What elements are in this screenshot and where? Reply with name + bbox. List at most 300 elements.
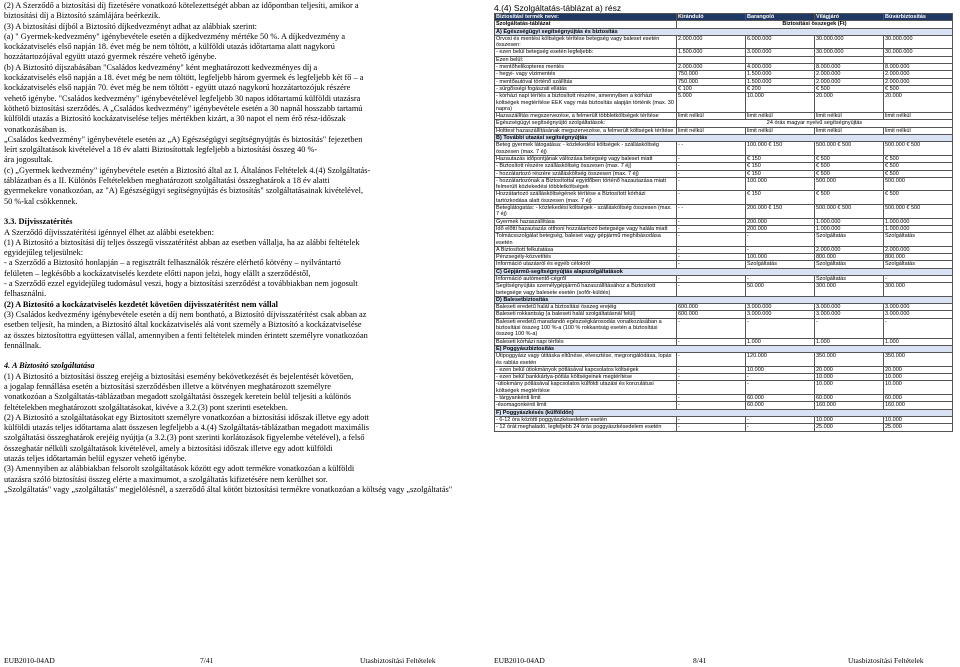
amount-cell: 60.000	[884, 395, 953, 402]
amount-cell: 2.000.000	[815, 71, 884, 78]
amount-cell: -	[815, 318, 884, 338]
amount-cell: -	[746, 374, 815, 381]
row-label: - tárgyankénti limit	[495, 395, 677, 402]
amount-cell: -	[677, 416, 746, 423]
amount-cell	[746, 56, 815, 63]
amount-cell: 5.000	[677, 93, 746, 113]
table-row	[495, 338, 953, 345]
table-row	[495, 205, 953, 219]
amount-cell: 160.000	[815, 402, 884, 409]
section-title: E) Poggyászbiztosítás	[495, 345, 953, 352]
amount-cell: 800.000	[884, 254, 953, 261]
amount-cell: 30.000.000	[815, 35, 884, 49]
amount-cell: 10.000	[884, 381, 953, 395]
amount-cell: limit nélkül	[746, 113, 815, 120]
row-label: - 12 órát meghaladó, legfeljebb 24 órás poggyászkésedelem esetén	[495, 424, 677, 431]
amount-cell: 20.000	[815, 366, 884, 373]
right-footer-title: Utasbiztosítási Feltételek	[848, 656, 924, 665]
table-row	[495, 113, 953, 120]
row-label: -útiokmány pótlásával kapcsolatos külföldi utazási és konzulátusi költségek megtérítése	[495, 381, 677, 395]
amount-cell: 2.000.000	[884, 246, 953, 253]
left-page-text	[4, 1, 480, 495]
table-row	[495, 261, 953, 268]
section-title: A) Egészségügyi segítségnyújtás és biztosítás	[495, 28, 953, 35]
amount-cell: 100.000 € 150	[746, 142, 815, 156]
amount-cell: € 500	[884, 85, 953, 92]
text-line: a jogalap fennállása esetén a biztosítási szerződésben illetve a kötvényen meghatározott személyre	[4, 381, 331, 391]
text-line: - a Szerződő ezzel egyidejűleg tudomásul veszi, hogy a biztosítási szerződést a továbbiakban nem jogosult	[4, 279, 358, 289]
amount-cell: 300.000	[815, 283, 884, 297]
amount-cell: 30.000.000	[884, 35, 953, 49]
row-label: Segítségnyújtás személygépjármű hazaszállításához a Biztosított betegsége vagy balesete esetén (sofőr-küldés)	[495, 283, 677, 297]
amount-cell: 1.500.000	[746, 78, 815, 85]
amount-cell: 30.000.000	[815, 49, 884, 56]
row-label: - sürgősségi fogászati ellátás	[495, 85, 677, 92]
amount-cell: € 100	[677, 85, 746, 92]
text-line: kockázatviselés első napján 70. évet még be nem töltött - együtt utazó nagykorú hozzátartozójuk részére	[4, 83, 351, 93]
row-label: Gyermek hazaszállítása	[495, 218, 677, 225]
service-table-title: 4.(4) Szolgáltatás-táblázat a) rész	[494, 3, 622, 13]
text-line: (3) Amennyiben az alábbiakban felsorolt szolgáltatások között egy adott termékre vonatkozóan a külföldi	[4, 464, 355, 474]
amount-cell: € 500	[815, 155, 884, 162]
text-line: 3.3. Díjvisszatérítés	[4, 217, 73, 227]
column-header: Biztosítási termék neve:	[495, 14, 677, 21]
amount-cell: 200.000 € 150	[746, 205, 815, 219]
row-label: - hozzátartozónak a Biztosítottal egyidőben történő hazautazása miatt felmerült közlekedési többletköltségek	[495, 177, 677, 191]
table-row	[495, 424, 953, 431]
amount-cell	[815, 56, 884, 63]
amount-cell: 500.000 € 500	[815, 205, 884, 219]
amount-cell: € 500	[815, 85, 884, 92]
amount-cell: € 200	[746, 85, 815, 92]
amount-cell: -	[677, 261, 746, 268]
amount-cell: -	[677, 177, 746, 191]
amount-cell: 1.000	[884, 338, 953, 345]
amount-cell: 4.000.000	[746, 64, 815, 71]
amount-cell: 20.000	[884, 366, 953, 373]
text-line: (3) A biztosítási díjból a Biztosító díjkedvezményt adhat az alábbiak szerint:	[4, 21, 257, 31]
amount-cell: 3.000.000	[884, 304, 953, 311]
amount-cell	[884, 56, 953, 63]
amount-cell: 3.000.000	[884, 311, 953, 318]
text-line: hozzátartozójával együtt utazó gyermek részére vehető igénybe.	[4, 52, 217, 62]
amount-cell: 1.000.000	[884, 225, 953, 232]
table-row	[495, 191, 953, 205]
amount-cell: limit nélkül	[677, 127, 746, 134]
amount-cell: -	[746, 275, 815, 282]
amount-cell: -	[677, 395, 746, 402]
amount-cell: -	[677, 218, 746, 225]
amount-cell: 500.000 € 500	[884, 205, 953, 219]
amount-cell: 3.000.000	[746, 311, 815, 318]
text-line: felületen – legkésőbb a kockázatviselés kezdete előtti napon jelzi, hogy elállt a szerződéstől,	[4, 268, 311, 278]
amount-cell: 1.000	[815, 338, 884, 345]
table-row	[495, 402, 953, 409]
amount-cell: 600.000	[677, 311, 746, 318]
amount-cell: 200.000	[746, 218, 815, 225]
text-line: (2) A Szerződő a biztosítási díj fizetésére vonatkozó kötelezettségét abban az időpontban teljesíti, amikor a	[4, 1, 359, 10]
amount-cell: 2.000.000	[815, 246, 884, 253]
amount-cell: € 500	[884, 155, 953, 162]
amount-cell: 50.000	[746, 283, 815, 297]
amount-cell: -	[677, 424, 746, 431]
row-label: Tolmácsszolgálat betegség, baleset vagy gépjármű meghibásodása esetén	[495, 233, 677, 247]
amount-cell: 500.000 € 500	[815, 142, 884, 156]
amount-cell: 3.000.000	[746, 49, 815, 56]
row-label: - ezen belül bankkártya-pótlás költségeinek megtérítése	[495, 374, 677, 381]
table-row	[495, 93, 953, 113]
row-label: - hegyi- vagy vízimentés	[495, 71, 677, 78]
amount-cell: 20.000	[884, 93, 953, 113]
table-row	[495, 71, 953, 78]
table-row	[495, 163, 953, 170]
text-line: az összes biztosítottra együttesen vállal, amennyiben a fenti feltételek minden érintett személyre vonatkozóan	[4, 330, 368, 340]
row-label: - 6-12 óra közötti poggyászkésedelem esetén	[495, 416, 677, 423]
amount-cell: 10.000	[884, 374, 953, 381]
row-label: Hazautazás időpontjának változása betegség vagy baleset miatt	[495, 155, 677, 162]
amount-cell: 3.000.000	[815, 304, 884, 311]
table-row	[495, 374, 953, 381]
row-label: Egészségügyi segítségnyújtó szolgáltatások:	[495, 120, 677, 127]
row-label: Információ utazásról és egyéb célokról	[495, 261, 677, 268]
right-footer-doc-code: EUB2010-04AD	[494, 656, 545, 665]
amount-cell: -	[746, 233, 815, 247]
column-header: Kiránduló	[677, 14, 746, 21]
text-line: külföldi utazás teljes időtartama alatt összesen legfeljebb a 4.(4) Szolgáltatás-táblázatban megadott maximális	[4, 423, 369, 433]
amount-cell: 30.000.000	[884, 49, 953, 56]
amount-cell: 750.000	[677, 71, 746, 78]
row-label: Baleseti eredetű halál a biztosítási összeg erejéig	[495, 304, 677, 311]
section-title: B) További utazási segítségnyújtás	[495, 135, 953, 142]
right-page	[488, 0, 960, 667]
table-row	[495, 381, 953, 395]
amount-cell: limit nélkül	[884, 113, 953, 120]
column-header: Barangoló	[746, 14, 815, 21]
blank-line	[4, 351, 480, 361]
amount-cell: € 500	[884, 163, 953, 170]
amount-cell: 10.000	[884, 416, 953, 423]
amount-cell: limit nélkül	[746, 127, 815, 134]
text-line: (2) A Biztosító a kockázatviselés kezdetét követően díjvisszatérítést nem vállal	[4, 299, 278, 309]
row-label: - mentőautóval történő szállítás	[495, 78, 677, 85]
row-label: -ésomagonkénti limit	[495, 402, 677, 409]
text-line: kockázatviselés első napján a 18. évet még be nem töltött, legfeljebb három gyermek és legfeljebb két fő – a	[4, 73, 364, 83]
table-row	[495, 142, 953, 156]
text-line: (1) A Biztosító a biztosítási díj teljes összegű visszatérítést abban az esetben vállalja, ha az alábbi feltételek	[4, 237, 360, 247]
table-row	[495, 275, 953, 282]
table-row	[495, 177, 953, 191]
table-row	[495, 35, 953, 49]
row-label: - ezen belül útiokmányok pótlásával kapcsolatos költségek	[495, 366, 677, 373]
table-row	[495, 218, 953, 225]
table-row	[495, 78, 953, 85]
table-row	[495, 246, 953, 253]
amount-cell: 200.000	[746, 225, 815, 232]
section-title: F) Poggyászkésés (külföldön)	[495, 409, 953, 416]
right-footer-page-number: 8/41	[693, 656, 707, 665]
text-line: - a Szerződő a Biztosító honlapján – a regisztrált felhasználók részére elérhető kötvény – nyilvántartó	[4, 258, 341, 268]
table-row	[495, 85, 953, 92]
amount-cell: Szolgáltatás	[884, 233, 953, 247]
amount-cell: 10.000	[815, 381, 884, 395]
text-line: külföldi utazás a Biztosító kockázatviselése teljes mértékben kizárt, a 30 napot el nem érő rész-időszak	[4, 114, 346, 124]
row-label: Baleseti rokkantság (a baleseti halál szolgáltatásnál felül)	[495, 311, 677, 318]
text-line: 50 %-kal csökkennek.	[4, 196, 78, 206]
section-title: D) Balesetbiztosítás	[495, 296, 953, 303]
text-line: köthető biztosítási szerződés. A „Családos kedvezmény" igénybevétele esetén a 30 napnál hosszabb tartamú	[4, 103, 363, 113]
table-row	[495, 49, 953, 56]
amount-cell: 1.500.000	[746, 71, 815, 78]
table-row	[495, 155, 953, 162]
amount-cell: -	[677, 254, 746, 261]
amount-cell: 2.000.000	[884, 78, 953, 85]
amount-cell: limit nélkül	[884, 127, 953, 134]
column-header: Búvárbiztosítás	[884, 14, 953, 21]
amount-cell: - -	[677, 205, 746, 219]
amount-cell: -	[677, 402, 746, 409]
amount-cell: 8.000.000	[884, 64, 953, 71]
left-footer-title: Utasbiztosítási Feltételek	[360, 656, 436, 665]
blank-line	[4, 207, 480, 217]
table-row	[495, 127, 953, 134]
amount-cell: 60.000	[746, 395, 815, 402]
text-line: „Családos kedvezmény" igénybevétele esetén az „A) Egészségügyi segítségnyújtás és biztosítás" fejezetben	[4, 134, 363, 144]
amount-cell: € 500	[884, 191, 953, 205]
amount-cell: -	[746, 381, 815, 395]
text-line: biztosítási díj a Biztosító számlájára beérkezik.	[4, 11, 161, 21]
table-row	[495, 233, 953, 247]
section-row	[495, 409, 953, 416]
amount-cell: -	[677, 318, 746, 338]
amount-cell: 300.000	[884, 283, 953, 297]
row-label: Holttest hazaszállításának megszervezése, a felmerült költségek térítése	[495, 127, 677, 134]
row-label: A Biztosított felkutatása	[495, 246, 677, 253]
left-footer-doc-code: EUB2010-04AD	[4, 656, 55, 665]
amount-cell: -	[746, 424, 815, 431]
row-label: Információ autómentő-cégről	[495, 275, 677, 282]
amount-cell: limit nélkül	[815, 127, 884, 134]
amount-cell: -	[677, 381, 746, 395]
amount-cell: 500.000 € 500	[884, 142, 953, 156]
amount-cell: 3.000.000	[815, 311, 884, 318]
amount-cell: -	[746, 318, 815, 338]
text-line: táblázatban és a II. Különös Feltételekben meghatározott szolgáltatási összeghatárok a 18 év alatti	[4, 176, 330, 186]
amount-cell	[677, 56, 746, 63]
amount-cell: 1.000.000	[815, 218, 884, 225]
amount-cell: limit nélkül	[677, 113, 746, 120]
amount-cell: 100.000	[746, 177, 815, 191]
amount-cell: -	[884, 318, 953, 338]
amount-cell: 20.000	[815, 93, 884, 113]
row-label: Szolgáltatás-táblázat	[495, 21, 677, 28]
table-row	[495, 56, 953, 63]
amount-cell: 10.000	[746, 366, 815, 373]
text-line: A Szerződő díjvisszatérítési igénnyel élhet az alábbi esetekben:	[4, 227, 214, 237]
text-line: (3) Családos kedvezmény igénybevétele esetén a díj nem bontható, a Biztosító díjvisszatérítést csak abban az	[4, 309, 367, 319]
table-row	[495, 366, 953, 373]
amount-cell: 60.000	[746, 402, 815, 409]
text-line: gyermekekre vonatkozóan, az "A) Egészségügyi segítségnyújtás és biztosítás" szolgáltatásainak kivételével,	[4, 186, 364, 196]
row-label: Beteglátogatás: - közlekedési költségek - szállásköltség összesen (max. 7 éj)	[495, 205, 677, 219]
row-label: Orvosi és mentési költségek térítése betegség vagy baleset esetén összesen:	[495, 35, 677, 49]
amount-cell: € 500	[815, 170, 884, 177]
amount-cell: -	[746, 246, 815, 253]
amount-cell: € 500	[815, 163, 884, 170]
amount-cell: -	[677, 163, 746, 170]
row-label: Beteg gyermek látogatása: - közlekedési költségek - szállásköltség összesen (max. 7 éj)	[495, 142, 677, 156]
table-row	[495, 21, 953, 28]
row-label: - ezen belül betegség esetén legfeljebb:	[495, 49, 677, 56]
amount-cell: 2.000.000	[815, 78, 884, 85]
amount-cell: -	[677, 225, 746, 232]
amount-cell: € 500	[815, 191, 884, 205]
amount-cell: 120.000	[746, 353, 815, 367]
section-row	[495, 268, 953, 275]
amount-cell: 1.000.000	[884, 218, 953, 225]
row-label: Idő előtti hazautazás otthoni hozzátartozó betegsége vagy halála miatt	[495, 225, 677, 232]
text-line: 4. A Biztosító szolgáltatása	[4, 361, 95, 371]
text-line: (b) A Biztosító díjszabásában "Családos kedvezmény" ként meghatározott kedvezményes díj a	[4, 62, 318, 72]
amount-cell: -	[677, 366, 746, 373]
table-row	[495, 170, 953, 177]
amount-cell: -	[677, 374, 746, 381]
amount-cell: -	[677, 170, 746, 177]
amount-cell: 160.000	[884, 402, 953, 409]
amount-cell: -	[677, 233, 746, 247]
text-line: szolgáltatási összeghatárok erejéig nyújtja (a 3.2.(3) pont szerinti korlátozások figyelembe vételével), a felső	[4, 433, 365, 443]
text-line: leírt szolgáltatások kivételével a 18 év alatti Biztosítottak legfeljebb a biztosítási összeg 40 %-	[4, 145, 318, 155]
text-line: felhasználni.	[4, 289, 47, 299]
table-row	[495, 311, 953, 318]
row-label: Baleseti kórházi napi térítés	[495, 338, 677, 345]
row-label: - kórházi napi térítés a biztosított részére, amennyiben a kórházi költségek megtérítése EEK vagy más biztosítás alapján történik (max. 30 napra)	[495, 93, 677, 113]
text-line: fennállnak.	[4, 340, 42, 350]
amount-cell: 800.000	[815, 254, 884, 261]
amount-cell: Szolgáltatás	[815, 275, 884, 282]
text-line: összeghatár nélküli szolgáltatások kivételével, amely a biztosítási időszak illetve egy adott külföldi	[4, 443, 333, 453]
text-line: vonatkozóan a Szolgáltatás-táblázatban megadott szolgáltatási összegek keretein belül teljesíti a különös	[4, 392, 351, 402]
text-line: utazás teljes időtartamán belül egyszer vehető igénybe.	[4, 454, 187, 464]
amount-cell: 2.000.000	[884, 71, 953, 78]
section-row	[495, 345, 953, 352]
amount-cell: -	[677, 353, 746, 367]
amount-cell: 1.000.000	[815, 225, 884, 232]
column-header: Világjáró	[815, 14, 884, 21]
amount-cell: 2.000.000	[677, 64, 746, 71]
amount-cell: -	[677, 191, 746, 205]
text-line: „Szolgáltatás" vagy „szolgáltatás" megjelölésnél, a szerződő által kötött biztosítási termékre vonatkozóan a költség vagy „szolgáltatás"	[4, 484, 453, 494]
amount-cell: 500.000	[884, 177, 953, 191]
text-line: vehető igénybe. "Családos kedvezmény" igénybevételével legfeljebb 30 napos időtartamú külföldi utazásra	[4, 93, 361, 103]
section-title: C) Gépjármű-segítségnyújtás alapszolgáltatások	[495, 268, 953, 275]
text-line: (2) A Biztosító a szolgáltatásokat egy Biztosított személyre vonatkozóan a biztosítási időszak illetve egy adott	[4, 412, 369, 422]
amount-cell: 10.000	[815, 416, 884, 423]
amount-cell: € 150	[746, 170, 815, 177]
text-line: egyidejűleg teljesülnek:	[4, 248, 84, 258]
amount-cell: € 150	[746, 163, 815, 170]
amount-cell: -	[746, 416, 815, 423]
amount-cell: Szolgáltatás	[746, 261, 815, 268]
amount-cell: Szolgáltatás	[815, 261, 884, 268]
text-line: esetben teljesít, ha minden, a Biztosító által kockázatviselés alá vont személy a Biztosító a kockázatviselése	[4, 320, 362, 330]
row-label: Ezen belül:	[495, 56, 677, 63]
row-label: Hazaszállítás megszervezése, a felmerült többletköltségek térítése	[495, 113, 677, 120]
amount-cell: 6.000.000	[746, 35, 815, 49]
text-line: (c) „Gyermek kedvezmény" igénybevétele esetén a Biztosító által az I. Általános Feltételek 4.(4) Szolgáltatás-	[4, 165, 371, 175]
row-label: - Biztosított részére szállásköltség összesen (max. 7 éj)	[495, 163, 677, 170]
section-row	[495, 28, 953, 35]
amount-cell: limit nélkül	[815, 113, 884, 120]
amount-cell: -	[884, 275, 953, 282]
left-footer-page-number: 7/41	[200, 656, 214, 665]
table-row	[495, 225, 953, 232]
amount-cell: -	[677, 246, 746, 253]
amount-cell: 1.500.000	[677, 49, 746, 56]
row-label: Baleseti eredetű maradandó egészségkárosodás vonatkozásában a biztosítási összeg 100 %-a (100 % rokkantság esetén a biztosítási összeg 100 %-a)	[495, 318, 677, 338]
amount-cell: 350.000	[815, 353, 884, 367]
amount-cell: 750.000	[677, 78, 746, 85]
amount-cell: 350.000	[884, 353, 953, 367]
table-row	[495, 353, 953, 367]
amount-cell: 2.000.000	[677, 35, 746, 49]
text-line: feltételekben meghatározott szolgáltatásokat, kivéve a 3.2.(3) pont szerinti esetekben.	[4, 402, 288, 412]
spanning-cell: Biztosítási összegek (Ft)	[677, 21, 953, 28]
amount-cell: 3.000.000	[746, 304, 815, 311]
amount-cell: € 150	[746, 191, 815, 205]
spanning-cell: 24 órás magyar nyelvű segítségnyújtás	[677, 120, 953, 127]
amount-cell: 100.000	[746, 254, 815, 261]
amount-cell: -	[677, 155, 746, 162]
table-row	[495, 416, 953, 423]
text-line: ára jogosultak.	[4, 155, 53, 165]
row-label: Pénzsegély-közvetítés	[495, 254, 677, 261]
table-row	[495, 64, 953, 71]
amount-cell: 60.000	[815, 395, 884, 402]
amount-cell: 10.000	[746, 93, 815, 113]
row-label: - mentőhelikopteres mentés	[495, 64, 677, 71]
amount-cell: 1.000	[746, 338, 815, 345]
amount-cell: 8.000.000	[815, 64, 884, 71]
row-label: Hozzátartozó szállásköltségének térítése a Biztosított kórházi tartózkodása alatt összesen (max. 7 éj)	[495, 191, 677, 205]
text-line: vonatkozásában is.	[4, 124, 67, 134]
section-row	[495, 135, 953, 142]
amount-cell: 500.000	[815, 177, 884, 191]
service-table	[494, 13, 953, 432]
amount-cell: -	[677, 275, 746, 282]
table-row	[495, 395, 953, 402]
table-header-row	[495, 14, 953, 21]
text-line: kockázatviselés első napján 18. évet még be nem töltött, a külföldi utazás időtartama alatt nagykorú	[4, 42, 335, 52]
row-label: Útipoggyász vagy útitáska eltűnése, elvesztése, megrongálódása, lopás és rablás esetén	[495, 353, 677, 367]
amount-cell: - -	[677, 142, 746, 156]
text-line: (a) " Gyermek-kedvezmény" igénybevétele esetén a díjkedvezmény mértéke 50 %. A díjkedvezmény a	[4, 31, 346, 41]
section-row	[495, 296, 953, 303]
table-row	[495, 120, 953, 127]
amount-cell: -	[677, 283, 746, 297]
amount-cell: Szolgáltatás	[884, 261, 953, 268]
text-line: utazásra szóló biztosítási összeg elérte a maximumot, a szolgáltatás kifizetésére nem kerülhet sor.	[4, 474, 328, 484]
text-line: (1) A Biztosító a biztosítási összeg erejéig a biztosítási esemény bekövetkezését és bejelentését követően,	[4, 371, 354, 381]
amount-cell: Szolgáltatás	[815, 233, 884, 247]
table-row	[495, 318, 953, 338]
table-row	[495, 283, 953, 297]
amount-cell: 25.000	[884, 424, 953, 431]
amount-cell: 25.000	[815, 424, 884, 431]
amount-cell: € 500	[884, 170, 953, 177]
amount-cell: € 150	[746, 155, 815, 162]
table-row	[495, 254, 953, 261]
table-row	[495, 304, 953, 311]
